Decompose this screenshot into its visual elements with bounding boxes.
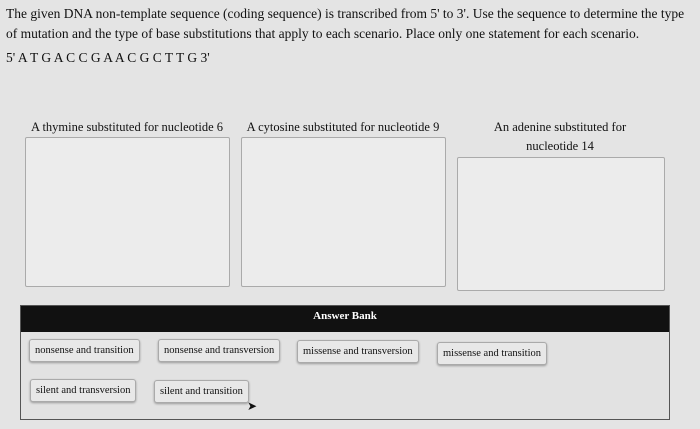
- question-text: The given DNA non-template sequence (coding sequence) is transcribed from 5' to 3'. Use the sequence to determine the type of mutation and the type of base substitutions that apply to each scenario. Place only one statement for each scenario.: [6, 6, 685, 41]
- drop-zone-3[interactable]: [457, 157, 665, 291]
- mouse-cursor-icon: ➤: [247, 399, 258, 413]
- dna-sequence: 5' A T G A C C G A A C G C T T G 3': [6, 50, 210, 65]
- answer-chip[interactable]: nonsense and transition: [29, 339, 140, 362]
- drop-zone-2[interactable]: [241, 137, 446, 287]
- answer-bank-title: Answer Bank: [21, 306, 669, 332]
- answer-chip[interactable]: silent and transversion: [30, 379, 136, 402]
- answer-chip[interactable]: missense and transversion: [297, 340, 419, 363]
- answer-bank: [20, 305, 670, 420]
- answer-chip[interactable]: silent and transition: [154, 380, 249, 403]
- scenario-label-3: An adenine substituted for nucleotide 14: [493, 120, 627, 153]
- answer-chip[interactable]: nonsense and transversion: [158, 339, 280, 362]
- answer-chip[interactable]: missense and transition: [437, 342, 547, 365]
- scenario-label-2: A cytosine substituted for nucleotide 9: [246, 120, 440, 134]
- scenario-label-1: A thymine substituted for nucleotide 6: [31, 120, 223, 134]
- drop-zone-1[interactable]: [25, 137, 230, 287]
